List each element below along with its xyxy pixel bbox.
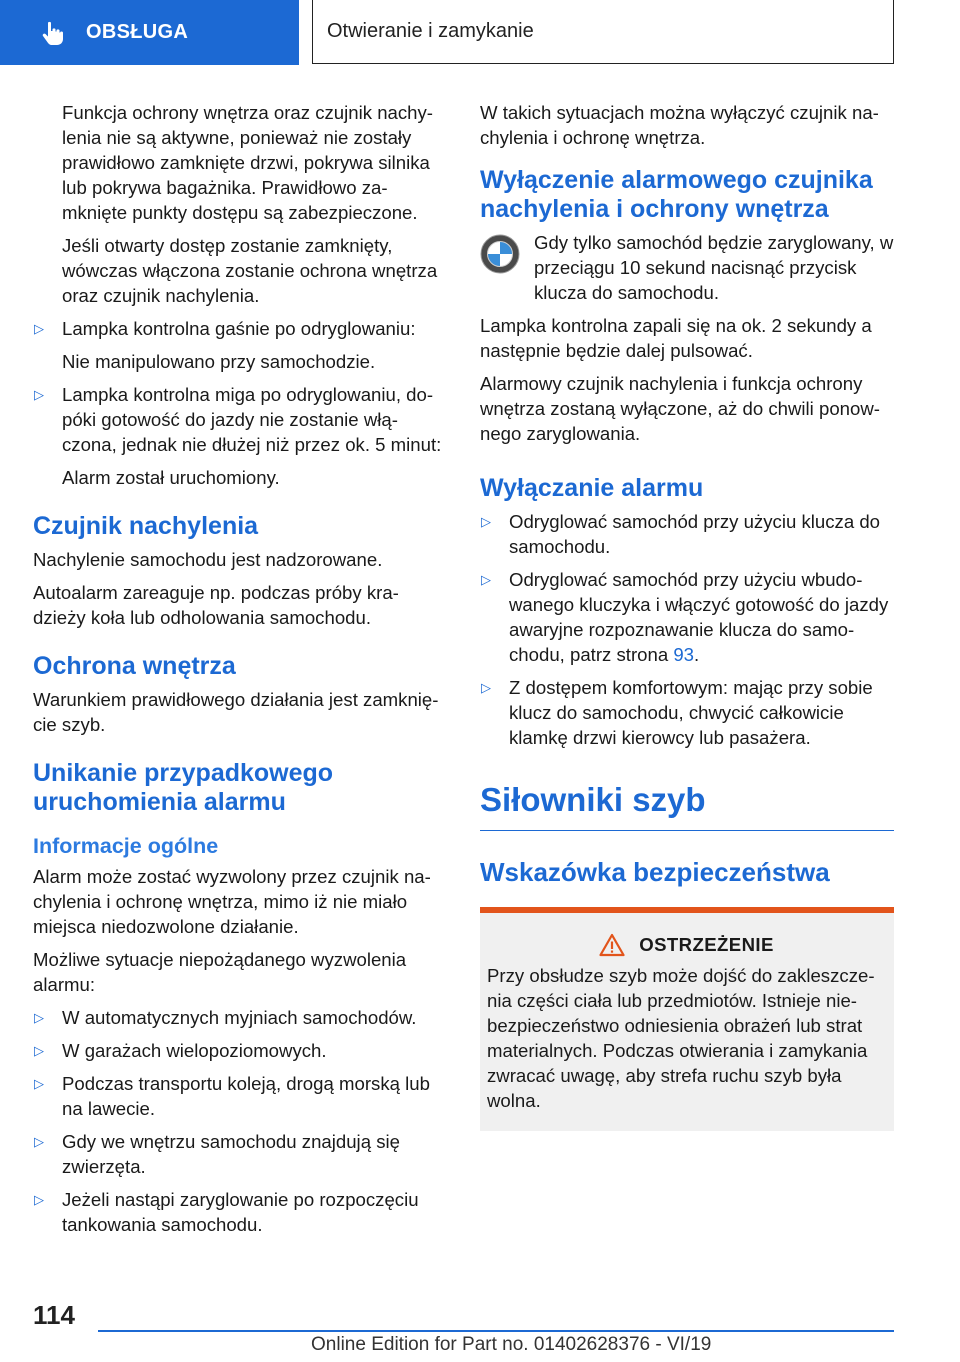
page-number: 114: [33, 1300, 75, 1330]
paragraph: Warunkiem prawidłowego działania jest zamknię-cie szyb.: [33, 689, 439, 735]
bullet-triangle-icon: ▷: [34, 1010, 44, 1025]
paragraph: Autoalarm zareaguje np. podczas próby kra-dzieży koła lub odholowania samochodu.: [33, 582, 399, 628]
warning-text: Przy obsłudze szyb może dojść do zakleszcze-nia części ciała lub przedmiotów. Istnieje nie-bezpieczeństwo odniesienia obrażeń lub strat materialnych. Podczas otwierania i zamykania zwracać uwagę, aby strefa ruchu szyb była wolna.: [487, 965, 875, 1111]
bullet-triangle-icon: ▷: [34, 321, 44, 336]
warning-box: [480, 907, 894, 1131]
list-item: ▷ W automatycznych myjniach samochodów.: [34, 1007, 417, 1028]
section-label: OBSŁUGA: [86, 21, 189, 43]
paragraph: Alarm może zostać wyzwolony przez czujnik na-chylenia i ochronę wnętrza, mimo iż nie miało miejsca niedozwolone działanie.: [33, 866, 431, 937]
heading-disable-alarm-sensors: Wyłączenie alarmowego czujnika nachylenia i ochrony wnętrza: [480, 166, 873, 223]
warning-header: [487, 933, 886, 957]
heading-window-lifts: Siłowniki szyb: [480, 780, 894, 831]
list-item: ▷ Lampka kontrolna miga po odryglowaniu, do-póki gotowość do jazdy nie zostanie włą-czona, jednak nie dłużej niż przez ok. 5 minut:: [34, 384, 442, 455]
bullet-triangle-icon: ▷: [34, 1043, 44, 1058]
bullet-triangle-icon: ▷: [34, 387, 44, 402]
bullet-triangle-icon: ▷: [34, 1076, 44, 1091]
paragraph: Możliwe sytuacje niepożądanego wyzwolenia alarmu:: [33, 949, 407, 995]
heading-avoid-false-alarm: Unikanie przypadkowego uruchomienia alarmu: [33, 759, 334, 816]
left-column: [33, 100, 451, 1245]
bullet-triangle-icon: ▷: [34, 1192, 44, 1207]
hand-pointer-icon: [40, 20, 66, 46]
list-item: ▷ Jeżeli nastąpi zaryglowanie po rozpoczęciu tankowania samochodu.: [34, 1189, 419, 1235]
heading-tilt-sensor: Czujnik nachylenia: [33, 512, 259, 540]
paragraph: Alarm został uruchomiony.: [62, 467, 280, 488]
paragraph: Funkcja ochrony wnętrza oraz czujnik nachy-lenia nie są aktywne, ponieważ nie zostały prawidłowo zamknięte drzwi, pokrywa silnika lub pokrywa bagażnika. Prawidłowo za-mknięte punkty dostępu są zabezpieczone.: [62, 102, 434, 223]
list-item: ▷ Odryglować samochód przy użyciu wbudo-wanego kluczyka i włączyć gotowość do jazdy awaryjne rozpoznawanie klucza do samo-chodu, patrz strona 93.: [481, 569, 889, 665]
list-item: ▷ Odryglować samochód przy użyciu klucza do samochodu.: [481, 511, 881, 557]
paragraph: Nie manipulowano przy samochodzie.: [62, 351, 376, 372]
bmw-logo-icon: [480, 234, 520, 274]
list-item: ▷ W garażach wielopoziomowych.: [34, 1040, 327, 1061]
paragraph: Jeśli otwarty dostęp zostanie zamknięty, wówczas włączona zostanie ochrona wnętrza oraz czujnik nachylenia.: [62, 235, 438, 306]
paragraph: Alarmowy czujnik nachylenia i funkcja ochrony wnętrza zostaną wyłączone, aż do chwili ponow-nego zaryglowania.: [480, 373, 880, 444]
paragraph: Lampka kontrolna zapali się na ok. 2 sekundy a następnie będzie dalej pulsować.: [480, 315, 872, 361]
paragraph: W takich sytuacjach można wyłączyć czujnik na-chylenia i ochronę wnętrza.: [480, 102, 879, 148]
chapter-title: Otwieranie i zamykanie: [312, 0, 894, 64]
footer-divider: [98, 1330, 894, 1332]
list-item: ▷ Gdy we wnętrzu samochodu znajdują się zwierzęta.: [34, 1131, 400, 1177]
right-column: [480, 100, 894, 1131]
key-button-instruction: [480, 230, 894, 313]
heading-safety-notice: Wskazówka bezpieczeństwa: [480, 857, 830, 887]
bullet-triangle-icon: ▷: [481, 514, 491, 529]
warning-triangle-icon: [599, 933, 625, 957]
page-link[interactable]: 93: [673, 644, 695, 665]
paragraph: Nachylenie samochodu jest nadzorowane.: [33, 549, 383, 570]
bullet-triangle-icon: ▷: [481, 572, 491, 587]
heading-alarm-off: Wyłączanie alarmu: [480, 474, 704, 502]
section-tab: [0, 0, 299, 65]
subheading-general-info: Informacje ogólne: [33, 834, 219, 858]
heading-interior-protection: Ochrona wnętrza: [33, 652, 236, 680]
edition-note: Online Edition for Part no. 01402628376 - VI/19: [311, 1334, 712, 1355]
paragraph: Gdy tylko samochód będzie zaryglowany, w przeciągu 10 sekund nacisnąć przycisk klucza do samochodu.: [534, 232, 894, 303]
bullet-triangle-icon: ▷: [34, 1134, 44, 1149]
list-item: ▷ Lampka kontrolna gaśnie po odryglowaniu:: [34, 318, 416, 339]
warning-title: OSTRZEŻENIE: [639, 934, 774, 955]
bullet-triangle-icon: ▷: [481, 680, 491, 695]
list-item: ▷ Podczas transportu koleją, drogą morską lub na lawecie.: [34, 1073, 430, 1119]
list-item: ▷ Z dostępem komfortowym: mając przy sobie klucz do samochodu, chwycić całkowicie klamkę drzwi kierowcy lub pasażera.: [481, 677, 873, 748]
